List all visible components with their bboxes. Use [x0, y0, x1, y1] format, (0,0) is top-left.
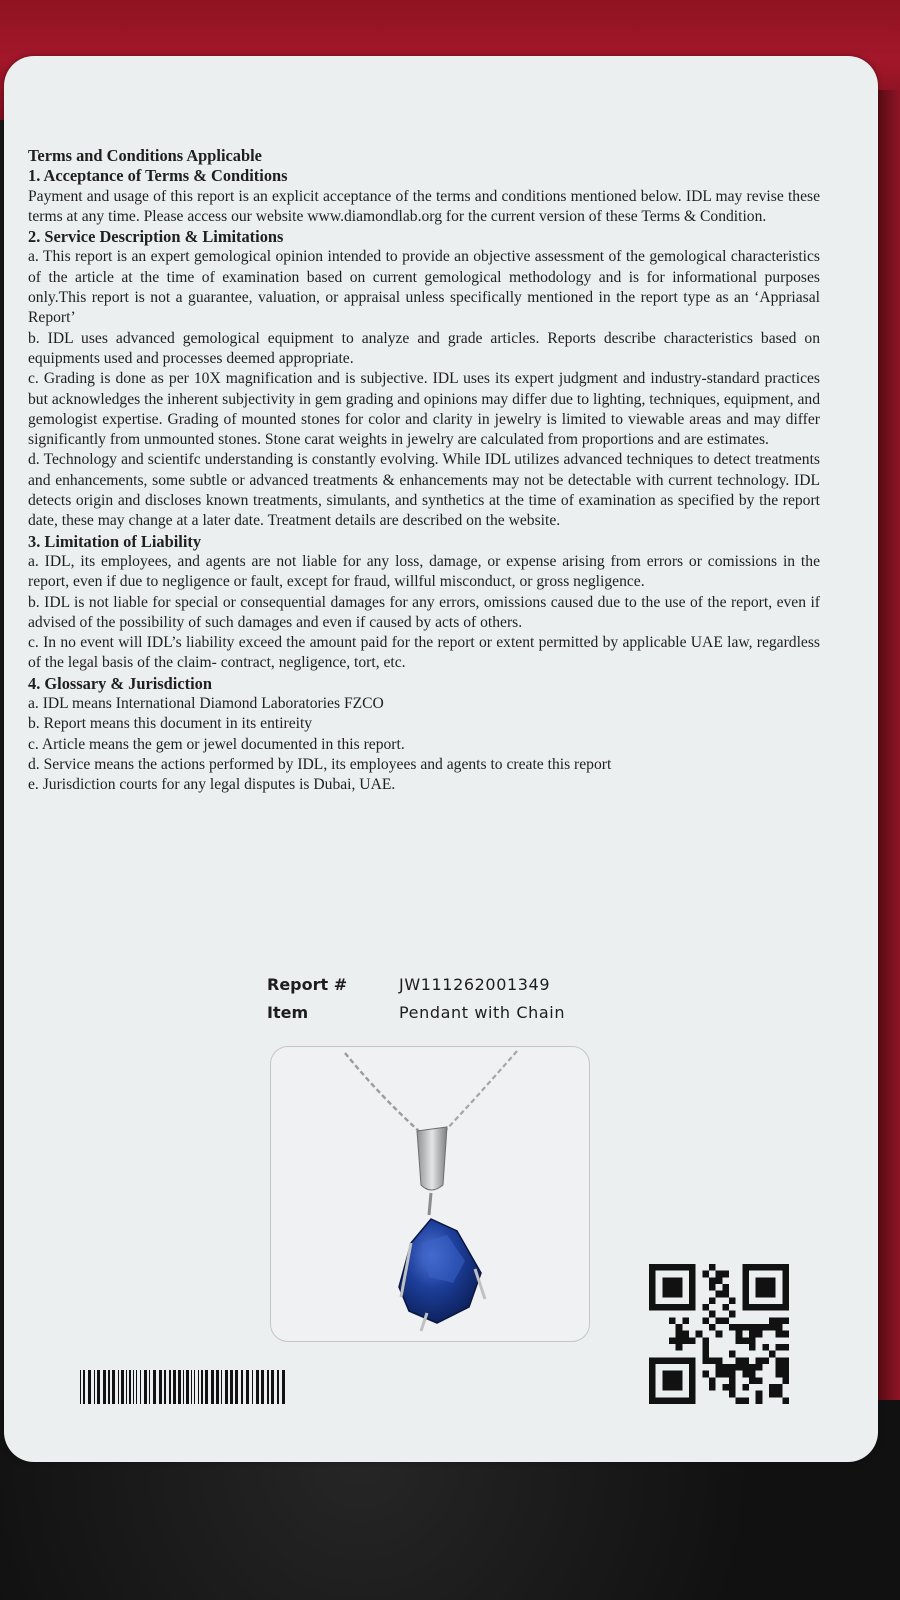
item-label: Item	[267, 1002, 309, 1022]
section-3-heading: 3. Limitation of Liability	[28, 531, 202, 551]
section-2-heading: 2. Service Description & Limitations	[28, 227, 284, 247]
section-4-item-e: e. Jurisdiction courts for any legal disputes is Dubai, UAE.	[28, 776, 396, 794]
report-info	[267, 970, 565, 1026]
chain-left	[345, 1053, 421, 1133]
report-number-row	[267, 970, 565, 998]
certificate-card	[4, 56, 878, 1462]
section-4-item-c: c. Article means the gem or jewel documented in this report.	[28, 735, 405, 753]
qr-code	[649, 1264, 789, 1404]
item-row	[267, 998, 565, 1026]
bail-link	[429, 1193, 431, 1215]
pendant-image	[271, 1047, 589, 1341]
item-value: Pendant with Chain	[399, 1002, 566, 1022]
section-3-item-a: a. IDL, its employees, and agents are not liable for any loss, damage, or expense arising from errors or comissions in the report, even if due to negligence or fault, except for fraud, willful misconduct, or gross negligence.	[28, 552, 820, 591]
section-4-heading: 4. Glossary & Jurisdiction	[28, 673, 212, 693]
terms-title: Terms and Conditions Applicable	[28, 146, 262, 165]
section-2-item-d: d. Technology and scientifc understanding is constantly evolving. While IDL utilizes advanced techniques to detect treatments and enhancements, some subtle or advanced treatments & enhancements may not be detectable with current technology. IDL detects origin and discloses known treatments, simulants, and synthetics at the time of examination as specified by the report date, these may change at a later date. Treatment details are described on the website.	[28, 451, 820, 530]
section-4-item-a: a. IDL means International Diamond Laboratories FZCO	[28, 695, 384, 713]
section-2-item-c: c. Grading is done as per 10X magnification and is subjective. IDL uses its expert judgment and industry-standard practices but acknowledges the inherent subjectivity in gem grading and opinions may differ due to lighting, techniques, equipment, and gemologist expertise. Grading of mounted stones for color and clarity in jewelry is limited to viewable areas and may differ significantly from unmounted stones. Stone carat weights in jewelry are calculated from proportions and are estimates.	[28, 370, 820, 449]
section-4-item-d: d. Service means the actions performed by IDL, its employees and agents to create this report	[28, 755, 612, 773]
barcode	[78, 1370, 288, 1404]
terms-block	[28, 146, 820, 796]
section-3-item-c: c. In no event will IDL’s liability exceed the amount paid for the report or extent permitted by applicable UAE law, regardless of the legal basis of the claim- contract, negligence, tort, etc.	[28, 634, 820, 672]
item-photo	[270, 1046, 590, 1342]
section-1-heading: 1. Acceptance of Terms & Conditions	[28, 166, 288, 186]
section-4-item-b: b. Report means this document in its entireity	[28, 715, 313, 733]
section-1-text: Payment and usage of this report is an explicit acceptance of the terms and conditions mentioned below. IDL may revise these terms at any time. Please access our website www.diamondlab.org for the current version of these Terms & Condition.	[28, 187, 820, 225]
section-2-item-a: a. This report is an expert gemological opinion intended to provide an objective assessment of the gemological characteristics of the article at the time of examination based on current gemological methodology and is for informational purposes only.This report is not a guarantee, valuation, or appraisal unless specifically mentioned in the report type as an ‘Appriasal Report’	[28, 248, 820, 327]
red-case-side	[878, 90, 900, 1510]
bail	[417, 1127, 447, 1190]
chain-right	[443, 1051, 517, 1133]
section-2-item-b: b. IDL uses advanced gemological equipment to analyze and grade articles. Reports describe characteristics based on equipments used and processes deemed appropriate.	[28, 329, 820, 367]
report-number-label: Report #	[267, 974, 348, 994]
section-3-item-b: b. IDL is not liable for special or consequential damages for any errors, omissions caused due to the use of the report, even if advised of the possibility of such damages and even if caused by acts of others.	[28, 593, 820, 631]
report-number-value: JW111262001349	[399, 974, 551, 994]
